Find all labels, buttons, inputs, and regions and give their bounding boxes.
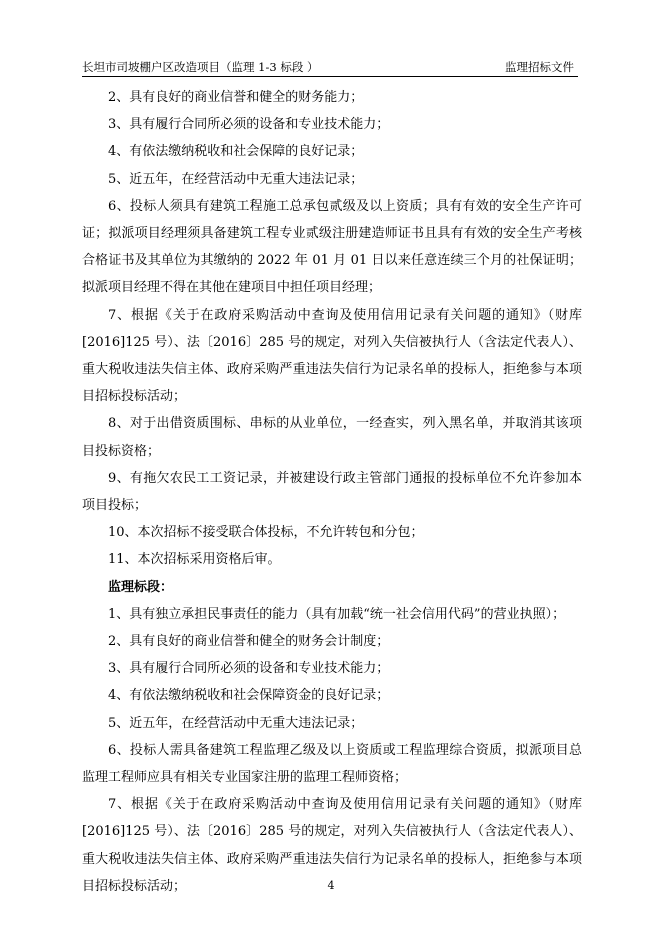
paragraph: 3、具有履行合同所必须的设备和专业技术能力； <box>108 117 390 133</box>
paragraph: 6、投标人需具备建筑工程监理乙级及以上资质或工程监理综合资质，拟派项目总监理工程师应具有相关专业国家注册的监理工程师资格； <box>82 742 582 786</box>
page-header <box>82 58 578 77</box>
paragraph: 2、具有良好的商业信誉和健全的财务能力； <box>108 90 364 105</box>
paragraph: 5、近五年，在经营活动中无重大违法记录； <box>108 715 364 731</box>
paragraph: 4、有依法缴纳税收和社会保障资金的良好记录； <box>108 688 390 704</box>
page-number: 4 <box>327 879 335 892</box>
paragraph: 2、具有良好的商业信誉和健全的财务会计制度； <box>108 634 390 650</box>
paragraph: 7、根据《关于在政府采购活动中查询及使用信用记录有关问题的通知》（财库[2016]125 号）、法〔2016〕285 号的规定，对列入失信被执行人（含法定代表人）、重大税收违法失信主体、政府采购严重违法失信行为记录名单的投标人，拒绝参与本项目招标投标活动； <box>82 797 582 894</box>
paragraph: 1、具有独立承担民事责任的能力（具有加载“统一社会信用代码”的营业执照）； <box>108 606 566 622</box>
paragraph: 10、本次招标不接受联合体投标，不允许转包和分包； <box>108 525 424 541</box>
paragraph: 9、有拖欠农民工工资记录，并被建设行政主管部门通报的投标单位不允许参加本项目投标； <box>82 470 582 514</box>
paragraph: 3、具有履行合同所必须的设备和专业技术能力； <box>108 661 390 677</box>
header-document-type: 监理招标文件 <box>505 60 574 74</box>
paragraph: 4、有依法缴纳税收和社会保障的良好记录； <box>108 144 364 160</box>
section-heading: 监理标段： <box>108 579 174 595</box>
paragraph: 7、根据《关于在政府采购活动中查询及使用信用记录有关问题的通知》（财库[2016]125 号）、法〔2016〕285 号的规定，对列入失信被执行人（含法定代表人）、重大税收违法失信主体、政府采购严重违法失信行为记录名单的投标人，拒绝参与本项目招标投标活动； <box>82 307 582 405</box>
paragraph: 8、对于出借资质围标、串标的从业单位，一经查实，列入黑名单，并取消其该项目投标资格； <box>82 416 582 459</box>
header-document-title: 长坦市司坡棚户区改造项目（监理 1-3 标段 ） <box>82 60 319 74</box>
paragraph: 11、本次招标采用资格后审。 <box>108 552 281 568</box>
paragraph: 5、近五年，在经营活动中无重大违法记录； <box>108 171 364 187</box>
document-body <box>82 84 582 900</box>
paragraph: 6、投标人须具有建筑工程施工总承包贰级及以上资质；具有有效的安全生产许可证；拟派项目经理须具备建筑工程专业贰级注册建造师证书且具有有效的安全生产考核合格证书及其单位为其缴纳的 2022 年 01 月 01 日以来任意连续三个月的社保证明；拟派项目经理不得在其他在建项目中担任项目经理； <box>82 198 582 296</box>
